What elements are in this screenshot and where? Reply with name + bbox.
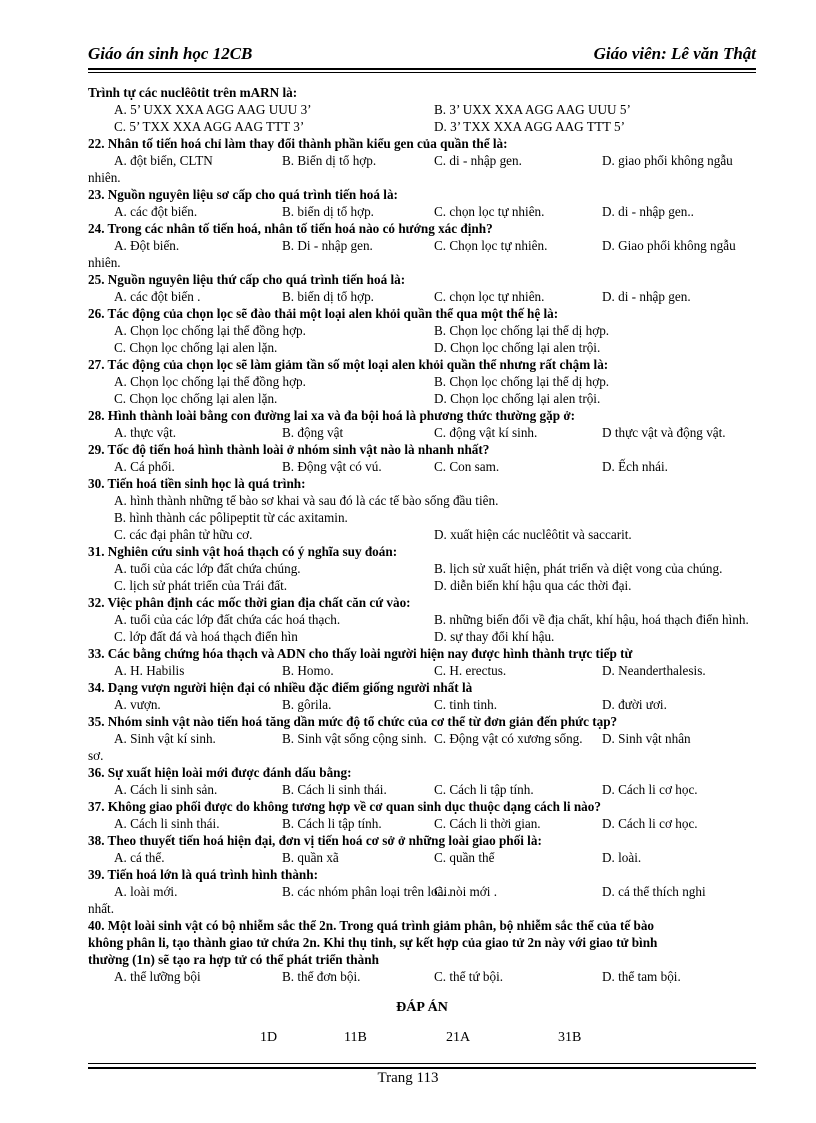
answer-option: A. tuổi của các lớp đất chứa chúng. bbox=[114, 561, 301, 576]
option-row bbox=[88, 509, 758, 526]
answer-option: A. 5’ UXX XXA AGG AAG UUU 3’ bbox=[114, 102, 312, 117]
answer-option: C. thể tứ bội. bbox=[434, 969, 504, 984]
answer-option: B. quần xã bbox=[282, 850, 339, 865]
answer-option: A. thể lưỡng bội bbox=[114, 969, 201, 984]
option-continued: nhiên. bbox=[88, 255, 121, 270]
question-stem: 33. Các bằng chứng hóa thạch và ADN cho thấy loài người hiện nay được hình thành trực tiếp từ bbox=[88, 646, 633, 661]
option-row bbox=[88, 203, 758, 220]
answer-option: D. Ếch nhái. bbox=[602, 459, 668, 474]
question-stem: 24. Trong các nhân tố tiến hoá, nhân tố tiến hoá nào có hướng xác định? bbox=[88, 221, 493, 236]
option-row bbox=[88, 781, 758, 798]
answer-option: A. thực vật. bbox=[114, 425, 177, 440]
question-stem-continued: không phân li, tạo thành giao tử chứa 2n. Khi thụ tinh, sự kết hợp của giao tử 2n này với giao tử bình bbox=[88, 935, 658, 950]
answer-option: C. lớp đất đá và hoá thạch điển hìn bbox=[114, 629, 298, 644]
answer-option: B. Cách li tập tính. bbox=[282, 816, 382, 831]
answer-option: C. quần thể bbox=[434, 850, 495, 865]
option-continued: sơ. bbox=[88, 748, 104, 763]
answer-option: B. biến dị tổ hợp. bbox=[282, 204, 374, 219]
answer-option: D. di - nhập gen. bbox=[602, 289, 691, 304]
answer-option: D. Cách li cơ học. bbox=[602, 816, 698, 831]
question-stem: 35. Nhóm sinh vật nào tiến hoá tăng dần mức độ tổ chức của cơ thể từ đơn giản đến phức tạp? bbox=[88, 714, 618, 729]
question-stem-continued: thường (1n) sẽ tạo ra hợp tử có thể phát triển thành bbox=[88, 952, 379, 967]
answer-option: C. 5’ TXX XXA AGG AAG TTT 3’ bbox=[114, 119, 305, 134]
answer-option: B. những biến đổi về địa chất, khí hậu, hoá thạch điển hình. bbox=[434, 612, 749, 627]
answer-option: D. Chọn lọc chống lại alen trội. bbox=[434, 340, 601, 355]
question-stem: 39. Tiến hoá lớn là quá trình hình thành: bbox=[88, 867, 318, 882]
option-row bbox=[88, 628, 758, 645]
question-stem: 22. Nhân tố tiến hoá chỉ làm thay đổi thành phần kiểu gen của quần thể là: bbox=[88, 136, 508, 151]
option-row bbox=[88, 696, 758, 713]
question-stem: 27. Tác động của chọn lọc sẽ làm giảm tần số một loại alen khỏi quần thể nhưng rất chậm là: bbox=[88, 357, 609, 372]
answer-option: D. Sinh vật nhân bbox=[602, 731, 691, 746]
answer-option: D. Neanderthalesis. bbox=[602, 663, 706, 678]
answer-key-item: 31B bbox=[558, 1030, 582, 1045]
answer-option: C. Cách li thời gian. bbox=[434, 816, 541, 831]
answer-option: B. hình thành các pôlipeptit từ các axitamin. bbox=[114, 510, 348, 525]
answer-option: B. 3’ UXX XXA AGG AAG UUU 5’ bbox=[434, 102, 631, 117]
option-continued: nhất. bbox=[88, 901, 115, 916]
option-row bbox=[88, 101, 758, 118]
answer-option: D. sự thay đổi khí hậu. bbox=[434, 629, 555, 644]
answer-option: C. lịch sử phát triển của Trái đất. bbox=[114, 578, 288, 593]
answer-option: A. cá thể. bbox=[114, 850, 165, 865]
option-row bbox=[88, 424, 758, 441]
answer-key-item: 11B bbox=[344, 1030, 367, 1045]
option-row bbox=[88, 577, 758, 594]
answer-option: A. các đột biến . bbox=[114, 289, 201, 304]
answer-option: C. các đại phân tử hữu cơ. bbox=[114, 527, 253, 542]
answer-option: C. chọn lọc tự nhiên. bbox=[434, 289, 545, 304]
answer-option: A. Sinh vật kí sinh. bbox=[114, 731, 216, 746]
answer-option: C. Động vật có xương sống. bbox=[434, 731, 583, 746]
answer-option: C. Con sam. bbox=[434, 459, 500, 474]
option-row bbox=[88, 730, 758, 747]
answer-option: B. thể đơn bội. bbox=[282, 969, 361, 984]
option-row bbox=[88, 373, 758, 390]
footer-rule bbox=[88, 1067, 756, 1069]
answer-option: B. biến dị tổ hợp. bbox=[282, 289, 374, 304]
question-stem: 30. Tiến hoá tiền sinh học là quá trình: bbox=[88, 476, 306, 491]
answer-option: B. động vật bbox=[282, 425, 344, 440]
answer-option: A. Cá phổi. bbox=[114, 459, 175, 474]
answer-option: A. Đột biến. bbox=[114, 238, 180, 253]
answer-option: A. Cách li sinh thái. bbox=[114, 816, 220, 831]
answer-option: A. đột biến, CLTN bbox=[114, 153, 213, 168]
answer-option: B. Biến dị tổ hợp. bbox=[282, 153, 377, 168]
question-stem: 26. Tác động của chọn lọc sẽ đào thải một loại alen khỏi quần thể qua một thế hệ là: bbox=[88, 306, 559, 321]
answer-option: B. Sinh vật sống cộng sinh. bbox=[282, 731, 427, 746]
answer-option: A. Chọn lọc chống lại thể đồng hợp. bbox=[114, 323, 306, 338]
question-stem: Trình tự các nuclêôtit trên mARN là: bbox=[88, 85, 298, 100]
answer-option: D. 3’ TXX XXA AGG AAG TTT 5’ bbox=[434, 119, 625, 134]
footer-rule-thin bbox=[88, 1063, 756, 1064]
answer-option: C. Chọn lọc chống lại alen lặn. bbox=[114, 340, 278, 355]
answer-key-title: ĐÁP ÁN bbox=[396, 1000, 448, 1015]
option-row bbox=[88, 526, 758, 543]
answer-option: D thực vật và động vật. bbox=[602, 425, 726, 440]
header-title: Giáo án sinh học 12CB bbox=[88, 44, 253, 63]
option-row bbox=[88, 492, 758, 509]
header-rule bbox=[88, 68, 756, 70]
question-stem: 31. Nghiên cứu sinh vật hoá thạch có ý nghĩa suy đoán: bbox=[88, 544, 398, 559]
question-stem: 40. Một loài sinh vật có bộ nhiễm sắc thể 2n. Trong quá trình giảm phân, bộ nhiễm sắc thể của tế bào bbox=[88, 918, 655, 933]
option-row bbox=[88, 458, 758, 475]
answer-option: D. Chọn lọc chống lại alen trội. bbox=[434, 391, 601, 406]
answer-option: B. Động vật có vú. bbox=[282, 459, 382, 474]
answer-option: B. Chọn lọc chống lại thể dị hợp. bbox=[434, 374, 610, 389]
question-stem: 28. Hình thành loài bằng con đường lai xa và đa bội hoá là phương thức thường gặp ở: bbox=[88, 408, 576, 423]
answer-option: D. cá thể thích nghi bbox=[602, 884, 706, 899]
answer-option: B. gôrila. bbox=[282, 697, 332, 712]
option-row bbox=[88, 849, 758, 866]
answer-option: D. Cách li cơ học. bbox=[602, 782, 698, 797]
answer-option: D. loài. bbox=[602, 850, 642, 865]
option-row bbox=[88, 390, 758, 407]
answer-key-row bbox=[88, 1030, 756, 1050]
option-row bbox=[88, 118, 758, 135]
answer-key-item: 1D bbox=[260, 1030, 278, 1045]
answer-option: C. Chọn lọc tự nhiên. bbox=[434, 238, 548, 253]
answer-option: B. Cách li sinh thái. bbox=[282, 782, 387, 797]
answer-option: D. di - nhập gen.. bbox=[602, 204, 694, 219]
answer-option: C. Chọn lọc chống lại alen lặn. bbox=[114, 391, 278, 406]
option-row bbox=[88, 815, 758, 832]
answer-option: C. di - nhập gen. bbox=[434, 153, 522, 168]
option-row bbox=[88, 288, 758, 305]
answer-option: D. diễn biến khí hậu qua các thời đại. bbox=[434, 578, 632, 593]
answer-option: A. H. Habilis bbox=[114, 663, 185, 678]
answer-option: C. chọn lọc tự nhiên. bbox=[434, 204, 545, 219]
option-row bbox=[88, 237, 758, 254]
option-row bbox=[88, 611, 758, 628]
question-stem: 38. Theo thuyết tiến hoá hiện đại, đơn vị tiến hoá cơ sở ở những loài giao phối là: bbox=[88, 833, 542, 848]
question-stem: 34. Dạng vượn người hiện đại có nhiều đặc điểm giống người nhất là bbox=[88, 680, 473, 695]
page-header bbox=[88, 44, 756, 66]
option-row bbox=[88, 662, 758, 679]
question-stem: 25. Nguồn nguyên liệu thứ cấp cho quá trình tiến hoá là: bbox=[88, 272, 406, 287]
answer-option: C. H. erectus. bbox=[434, 663, 507, 678]
option-row bbox=[88, 883, 758, 900]
question-stem: 36. Sự xuất hiện loài mới được đánh dấu bằng: bbox=[88, 765, 352, 780]
question-stem: 37. Không giao phối được do không tương hợp về cơ quan sinh dục thuộc dạng cách li nào? bbox=[88, 799, 601, 814]
answer-option: D. giao phối không ngẫu bbox=[602, 153, 733, 168]
answer-option: C. Cách li tập tính. bbox=[434, 782, 534, 797]
answer-option: D. đười ươi. bbox=[602, 697, 667, 712]
answer-option: A. vượn. bbox=[114, 697, 161, 712]
answer-option: C. nòi mới . bbox=[434, 884, 498, 899]
answer-option: B. lịch sử xuất hiện, phát triển và diệt vong của chúng. bbox=[434, 561, 723, 576]
answer-option: A. loài mới. bbox=[114, 884, 178, 899]
option-continued: nhiên. bbox=[88, 170, 121, 185]
answer-option: C. động vật kí sinh. bbox=[434, 425, 538, 440]
answer-option: B. Di - nhập gen. bbox=[282, 238, 373, 253]
answer-key-item: 21A bbox=[446, 1030, 471, 1045]
question-stem: 29. Tốc độ tiến hoá hình thành loài ở nhóm sinh vật nào là nhanh nhất? bbox=[88, 442, 490, 457]
question-list bbox=[88, 84, 758, 985]
option-row bbox=[88, 968, 758, 985]
answer-option: A. hình thành những tế bào sơ khai và sau đó là các tế bào sống đầu tiên. bbox=[114, 493, 499, 508]
answer-option: B. các nhóm phân loại trên loài. bbox=[282, 884, 451, 899]
answer-option: D. xuất hiện các nuclêôtit và saccarit. bbox=[434, 527, 632, 542]
answer-option: B. Chọn lọc chống lại thể dị hợp. bbox=[434, 323, 610, 338]
option-row bbox=[88, 322, 758, 339]
option-row bbox=[88, 560, 758, 577]
header-rule-thin bbox=[88, 72, 756, 73]
answer-option: D. thể tam bội. bbox=[602, 969, 681, 984]
page-number: Trang 113 bbox=[377, 1070, 439, 1086]
answer-option: A. tuổi của các lớp đất chứa các hoá thạch. bbox=[114, 612, 341, 627]
answer-option: D. Giao phối không ngẫu bbox=[602, 238, 736, 253]
answer-key bbox=[88, 1000, 756, 1050]
question-stem: 23. Nguồn nguyên liệu sơ cấp cho quá trình tiến hoá là: bbox=[88, 187, 398, 202]
header-teacher: Giáo viên: Lê văn Thật bbox=[593, 44, 756, 63]
answer-option: B. Homo. bbox=[282, 663, 334, 678]
answer-option: A. Chọn lọc chống lại thể đồng hợp. bbox=[114, 374, 306, 389]
option-row bbox=[88, 152, 758, 169]
option-row bbox=[88, 339, 758, 356]
answer-option: C. tinh tinh. bbox=[434, 697, 498, 712]
question-stem: 32. Việc phân định các mốc thời gian địa chất căn cứ vào: bbox=[88, 595, 411, 610]
answer-option: A. các đột biến. bbox=[114, 204, 198, 219]
answer-option: A. Cách li sinh sản. bbox=[114, 782, 218, 797]
